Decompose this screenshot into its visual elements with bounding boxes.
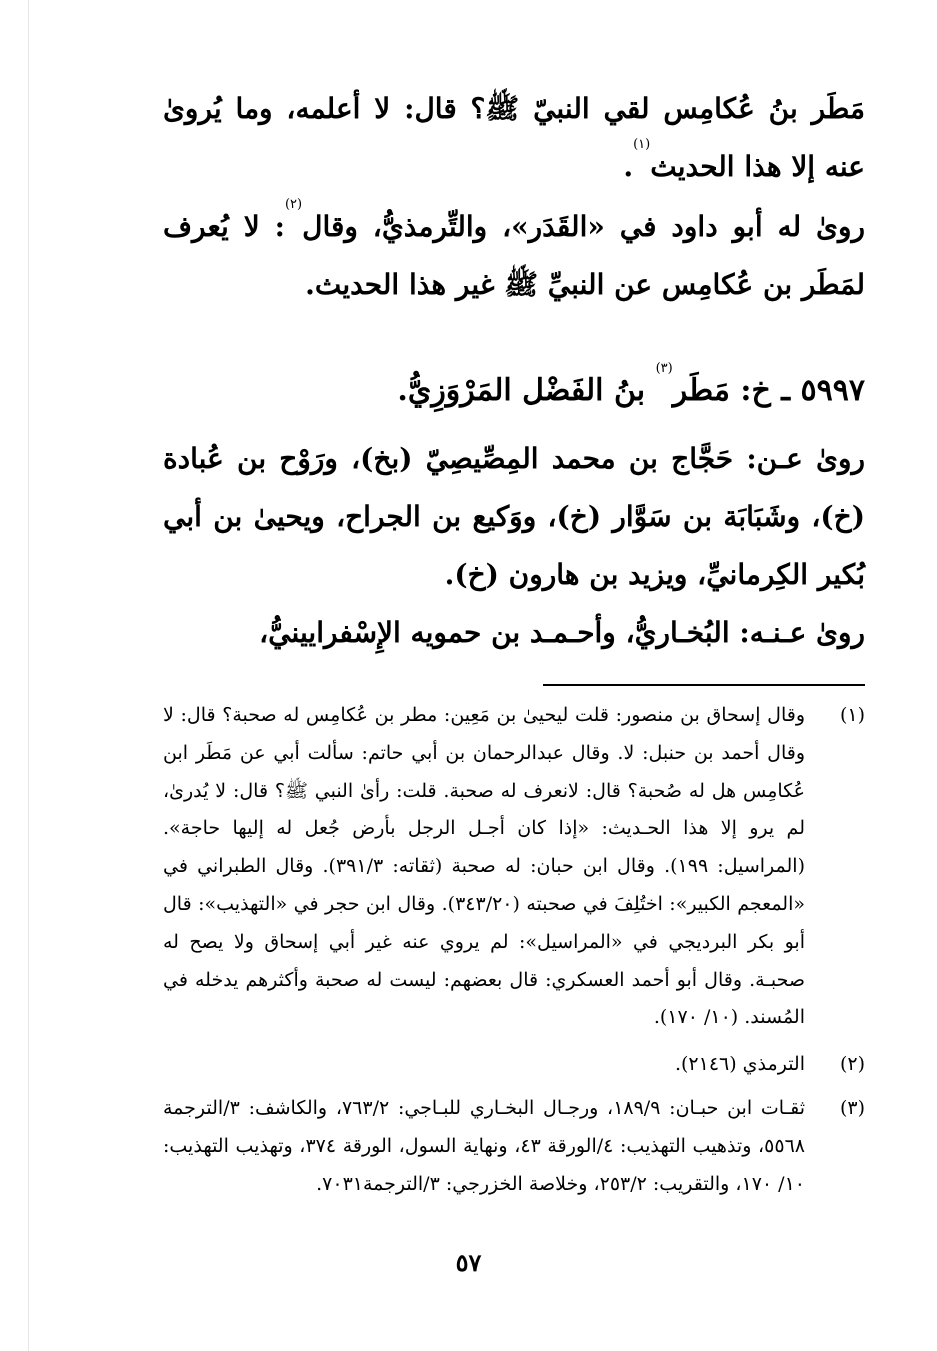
narrated-by-text: البُخـاريُّ، وأحـمـد بن حمويه الإِسْفرايينيُّ، xyxy=(259,616,730,649)
footnote-ref-1[interactable]: (١) xyxy=(633,137,651,152)
footnote-ref-2[interactable]: (٢) xyxy=(284,197,303,212)
footnote-1 xyxy=(163,697,865,1037)
paragraph-matar-ibn-ukamis: مَطَر بنُ عُكامِس لقي النبيّ ﷺ؟ قال: لا أعلمه، وما يُروىٰ عنه إلا هذا الحديث$^{(١)}$. xyxy=(163,92,865,183)
narrated-from-label: روىٰ عـن: xyxy=(746,442,866,475)
footnote-separator xyxy=(543,684,865,686)
paragraph-text-b: : لا يُعرف لمَطَر بن عُكامِس عن النبيِّ ﷺ غير هذا الحديث. xyxy=(163,210,865,301)
narrated-by-section xyxy=(163,604,865,662)
footnote-text: الترمذي (٢١٤٦). xyxy=(674,1053,805,1075)
footnote-text: ثقـات ابن حبـان: ١٨٩/٩، ورجـال البخـاري للبـاجي: ٧٦٣/٢، والكاشف: ٣/الترجمة ٥٥٦٨، وتذهيب التهذيب: ٤/الورقة ٤٣، ونهاية السول، الورقة ٣٧٤، وتهذيب التهذيب: ١٠/ ١٧٠، والتقريب: ٢٥٣/٢، وخلاصة الخزرجي: ٣/الترجمة٧٠٣١. xyxy=(163,1097,806,1195)
footnote-text: وقال إسحاق بن منصور: قلت ليحيىٰ بن مَعِين: مطر بن عُكامِس له صحبة؟ قال: لا وقال أحمد بن حنبل: لا. وقال عبدالرحمان بن أبي حاتم: سألت أبي عن مَطَر ابن عُكامِس هل له صُحبة؟ قال: لانعرف له صحبة. قلت: رأىٰ النبي ﷺ؟ قال: لا يُدرىٰ، لم يرو إلا هذا الحـديث: «إذا كان أجـل الرجل بأرض جُعل له إليها حاجة». (المراسيل: ١٩٩). وقال ابن حبان: له صحبة (ثقاته: ٣٩١/٣). وقال الطبراني في «المعجم الكبير»: اختُلِفَ في صحبته (٣٤٣/٢٠). وقال ابن حجر في «التهذيب»: قال أبو بكر البرديجي في «المراسيل»: لم يروي عنه غير أبي إسحاق ولا يصح له صحبـة. وقال أبو أحمد العسكري: قال بعضهم: ليست له صحبة وأكثرهم يدخله في المُسند. (١٠/ ١٧٠). xyxy=(163,704,805,1029)
footnote-3 xyxy=(163,1090,865,1203)
footnote-number: (٢) xyxy=(839,1053,865,1075)
narrated-from-section xyxy=(163,430,865,604)
entry-name-a: مَطَر xyxy=(672,373,730,408)
paragraph-text-a: روىٰ له أبو داود في «القَدَر»، والتِّرمذيُّ، وقال xyxy=(302,210,865,243)
footnote-ref-3[interactable]: (٣) xyxy=(655,361,673,376)
entry-code: ـ خ: xyxy=(740,373,791,408)
entry-name-b: بنُ الفَضْل المَرْوَزِيُّ. xyxy=(397,373,646,408)
page-number: ٥٧ xyxy=(455,1248,482,1277)
entry-number: ٥٩٩٧ xyxy=(800,373,865,408)
page-edge-shadow xyxy=(28,0,29,1351)
footnote-2 xyxy=(163,1046,865,1084)
paragraph-riwaya xyxy=(163,198,865,314)
narrated-by-label: روىٰ عـنـه: xyxy=(739,616,865,649)
paragraph-text: مَطَر بنُ عُكامِس لقي النبيّ ﷺ؟ قال: لا أعلمه، وما يُروىٰ عنه إلا هذا الحديث xyxy=(163,92,865,183)
entry-heading xyxy=(163,362,865,420)
narrated-from-text: حَجَّاج بن محمد المِصِّيصِيّ (بخ)، ورَوْح بن عُبادة (خ)، وشَبَابَة بن سَوَّار (خ)، ووَكيع بن الجراح، ويحيىٰ بن أبي بُكير الكِرمانيِّ، ويزيد بن هارون (خ). xyxy=(163,442,865,591)
footnote-number: (٣) xyxy=(839,1097,865,1119)
footnote-number: (١) xyxy=(839,704,865,726)
